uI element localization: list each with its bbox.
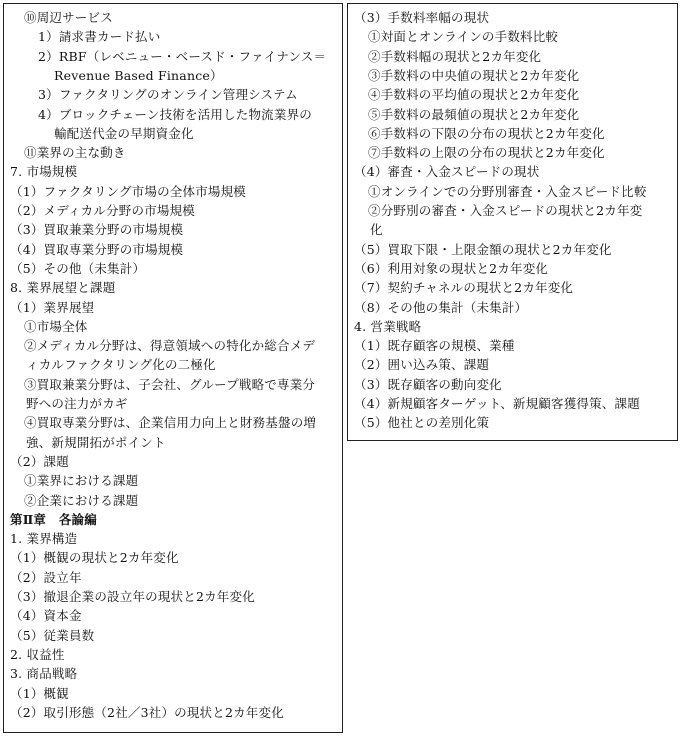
toc-entry: 輸配送代金の早期資金化 [54,125,194,141]
toc-entry: （2）囲い込み策、課題 [354,357,490,373]
toc-entry: （1）概観 [10,685,69,701]
toc-left-column [3,3,343,733]
toc-entry: （1）概観の現状と2カ年変化 [10,550,179,566]
toc-entry: 4. 営業戦略 [354,318,422,334]
toc-entry: （5）他社との差別化策 [354,415,490,431]
toc-entry: 7. 市場規模 [10,164,78,180]
toc-entry: 4）ブロックチェーン技術を活用した物流業界の [38,106,312,122]
toc-entry: ②手数料幅の現状と2カ年変化 [368,48,542,64]
toc-entry: ①オンラインでの分野別審査・入金スピード比較 [368,183,647,199]
toc-entry: 8. 業界展望と課題 [10,280,116,296]
toc-entry: （6）利用対象の現状と2カ年変化 [354,260,549,276]
toc-entry: 野への注力がカギ [26,396,128,411]
toc-entry: ④手数料の平均値の現状と2カ年変化 [368,87,580,103]
toc-entry: ③手数料の中央値の現状と2カ年変化 [368,67,580,83]
toc-entry: （2）メディカル分野の市場規模 [10,203,195,218]
toc-entry: ィカルファクタリング化の二極化 [26,357,216,373]
toc-entry: ⑩周辺サービス [24,10,113,25]
toc-entry: ④買取専業分野は、企業信用力向上と財務基盤の増 [24,415,317,431]
toc-entry: 2）RBF（レベニュー・ベースド・ファイナンス＝ [38,48,327,64]
toc-entry: （7）契約チャネルの現状と2カ年変化 [354,280,574,296]
toc-entry: （8）その他の集計（未集計） [354,299,528,315]
toc-entry: ②メディカル分野は、得意領域への特化か総合メデ [24,338,316,354]
toc-entry: ⑪業界の主な動き [24,145,126,161]
toc-entry: ①市場全体 [24,318,88,334]
toc-entry: ③買取兼業分野は、子会社、グループ戦略で専業分 [24,376,316,392]
toc-entry: ②分野別の審査・入金スピードの現状と2カ年変 [368,203,643,218]
toc-entry: 強、新規開拓がポイント [26,434,166,450]
toc-entry: （2）取引形態（2社／3社）の現状と2カ年変化 [10,704,284,720]
toc-entry: 化 [370,222,383,238]
toc-entry: （5）従業員数 [10,627,95,643]
toc-entry: 2. 収益性 [10,646,65,662]
toc-entry: （4）審査・入金スピードの現状 [354,164,540,180]
toc-entry: （1）ファクタリング市場の全体市場規模 [10,183,247,199]
toc-entry: （2）課題 [10,453,69,469]
toc-entry: （5）買取下限・上限金額の現状と2カ年変化 [354,241,612,257]
toc-entry: （3）既存顧客の動向変化 [354,376,502,392]
toc-entry: ②企業における課題 [24,492,139,508]
toc-entry: （1）業界展望 [10,299,95,315]
toc-entry: ①業界における課題 [24,473,139,489]
toc-entry: （4）資本金 [10,608,82,624]
toc-entry: （4）新規顧客ターゲット、新規顧客獲得策、課題 [354,396,640,411]
toc-entry: 3. 商品戦略 [10,666,78,682]
toc-entry: 1）請求書カード払い [38,29,161,45]
toc-entry: （5）その他（未集計） [10,260,146,276]
toc-entry: （1）既存顧客の規模、業種 [354,338,515,354]
chapter-heading: 第Ⅱ章 各論編 [10,511,97,527]
toc-entry: Revenue Based Finance） [54,67,223,83]
toc-entry: 3）ファクタリングのオンライン管理システム [38,87,298,103]
toc-entry: （3）買取兼業分野の市場規模 [10,222,184,238]
toc-entry: ⑦手数料の上限の分布の現状と2カ年変化 [368,145,605,161]
toc-entry: （3）撤退企業の設立年の現状と2カ年変化 [10,589,255,604]
toc-entry: （2）設立年 [10,569,82,585]
toc-right-column [347,3,678,441]
toc-entry: ⑥手数料の下限の分布の現状と2カ年変化 [368,125,605,141]
toc-entry: （4）買取専業分野の市場規模 [10,241,184,257]
toc-entry: 1. 業界構造 [10,531,78,547]
toc-entry: ⑤手数料の最頻値の現状と2カ年変化 [368,106,580,122]
toc-entry: ①対面とオンラインの手数料比較 [368,29,559,45]
toc-entry: （3）手数料率幅の現状 [354,10,490,25]
